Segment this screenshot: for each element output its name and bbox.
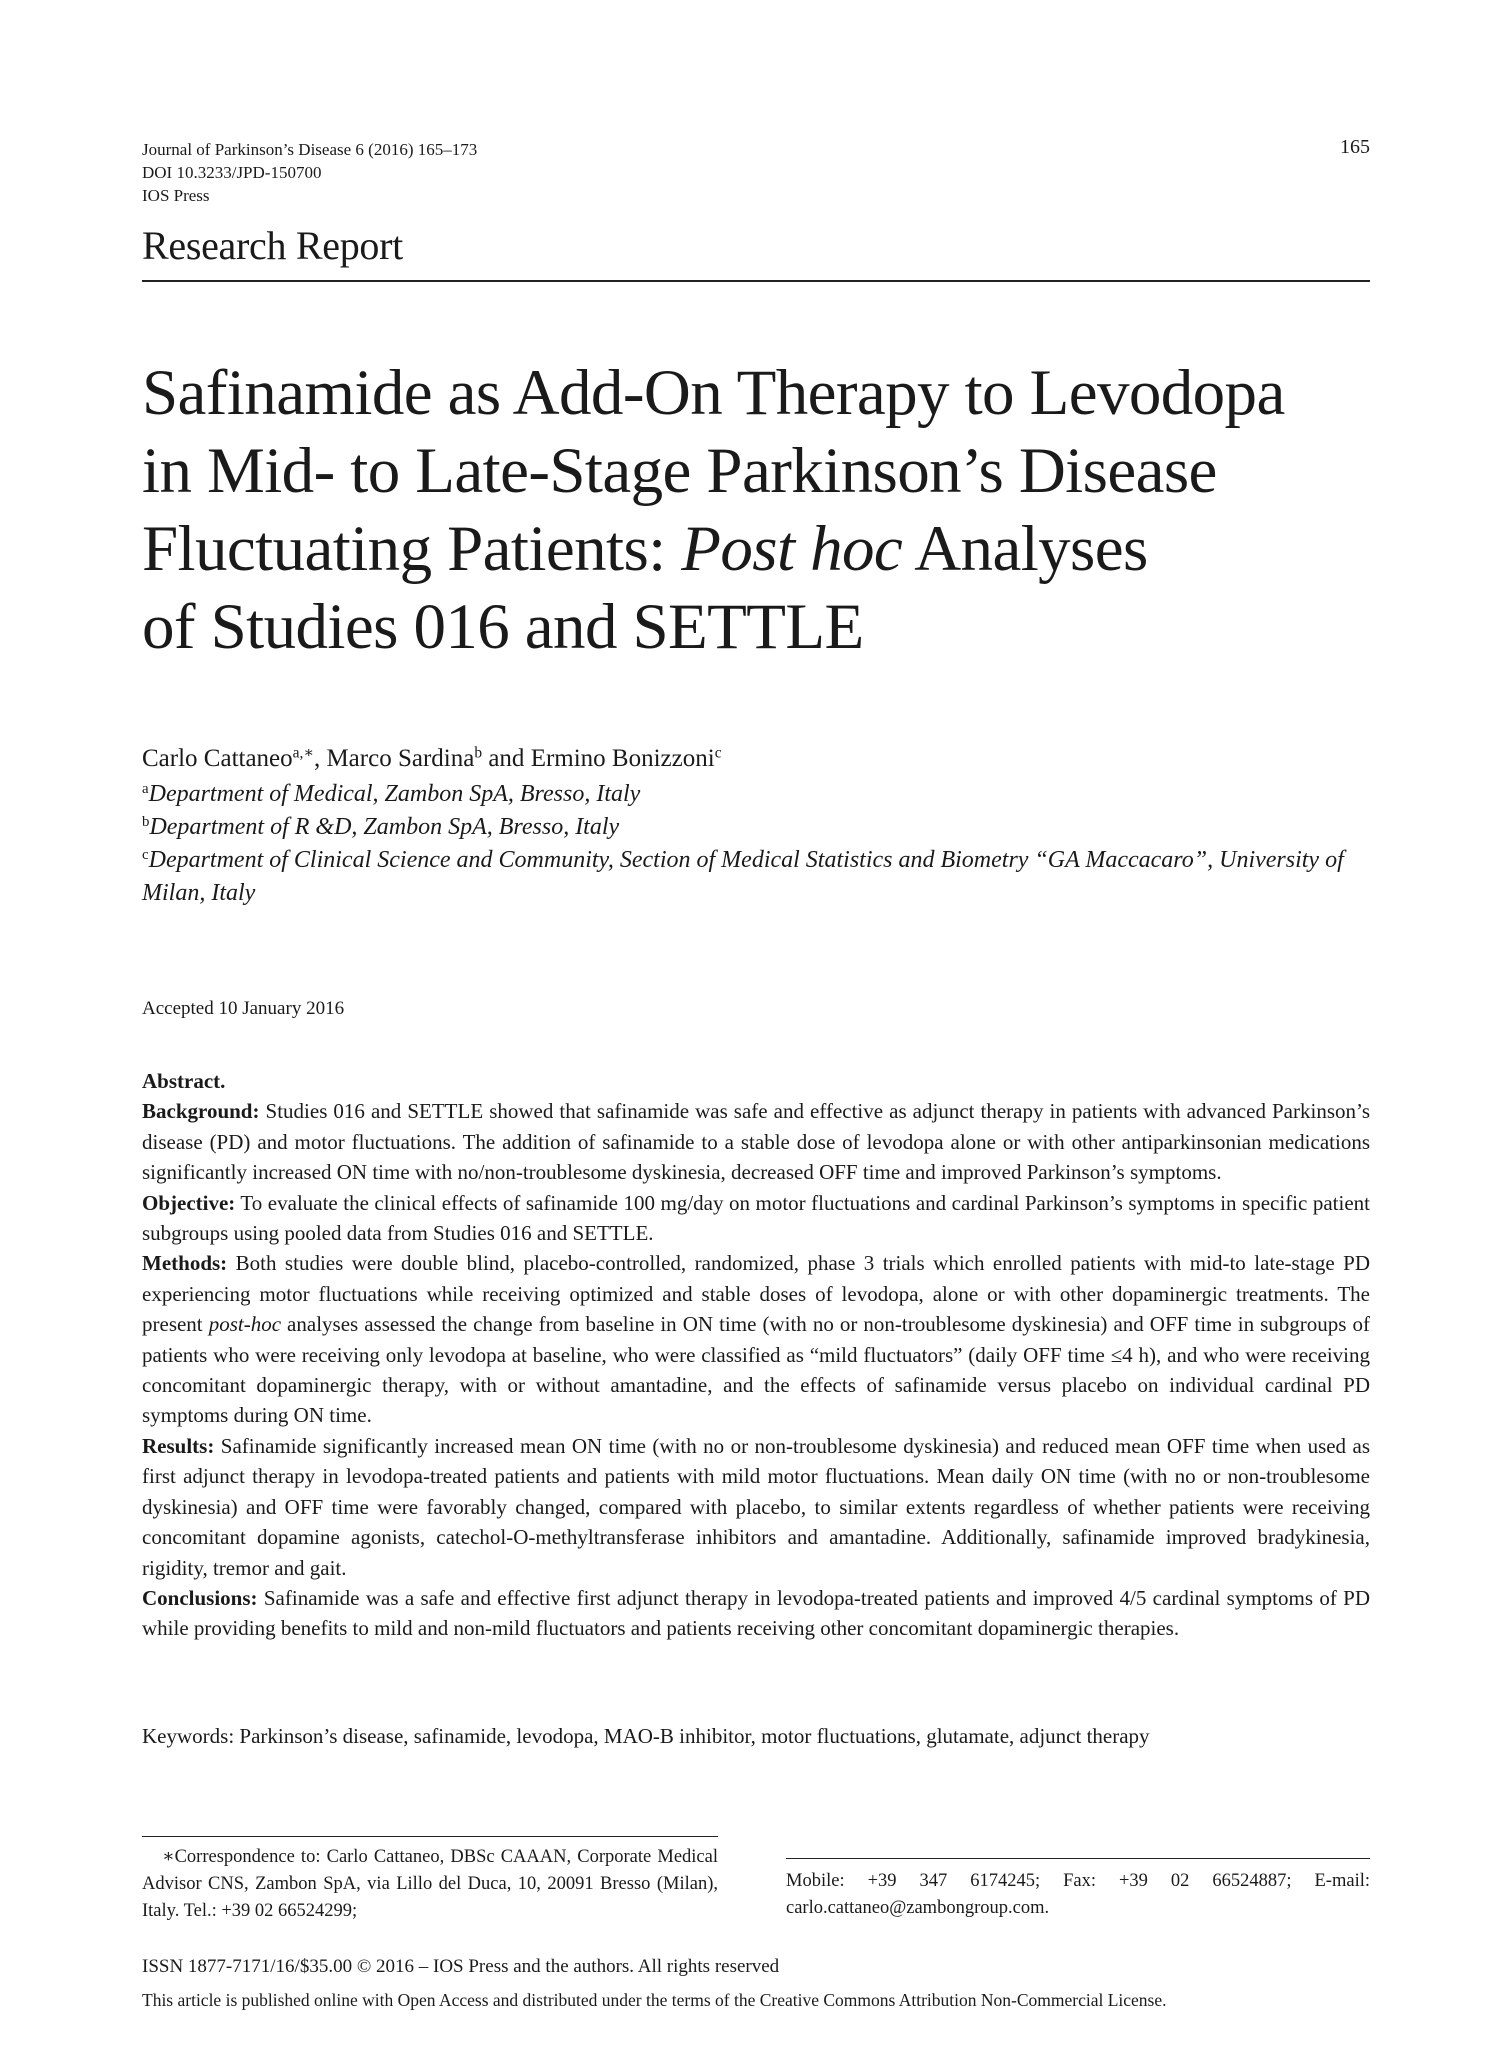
- abstract-background: [142, 1096, 1370, 1187]
- methods-label: Methods:: [142, 1251, 228, 1276]
- title-line-3-end: Analyses: [902, 513, 1148, 585]
- conclusions-text: Safinamide was a safe and effective first adjunct therapy in levodopa-treated patients and improved 4/5 cardinal symptoms of PD while providing benefits to mild and non-mild fluctuators and patients receiving other concomitant dopaminergic therapies.: [142, 1585, 1370, 1641]
- affiliation-text: Department of Medical, Zambon SpA, Bresso, Italy: [148, 781, 641, 807]
- conclusions-label: Conclusions:: [142, 1585, 258, 1610]
- affiliation-item: [142, 811, 1370, 844]
- author-name: Carlo Cattaneo: [142, 745, 293, 772]
- affiliation-item: [142, 844, 1370, 910]
- results-text: Safinamide significantly increased mean ON time (with no or non-troublesome dyskinesia) and reduced mean OFF time when used as first adjunct therapy in levodopa-treated patients and patients with mild motor fluctuations. Mean daily ON time (with no or non-troublesome dyskinesia) and OFF time were favorably changed, compared with placebo, to similar extents regardless of whether patients were receiving concomitant dopamine agonists, catechol-O-methyltransferase inhibitors and amantadine. Additionally, safinamide improved bradykinesia, rigidity, tremor and gait.: [142, 1433, 1370, 1580]
- abstract-heading: Abstract.: [142, 1069, 226, 1093]
- title-line-3-start: Fluctuating Patients:: [142, 513, 682, 585]
- objective-label: Objective:: [142, 1190, 236, 1215]
- journal-citation: Journal of Parkinson’s Disease 6 (2016) 165–173: [142, 140, 478, 159]
- doi[interactable]: DOI 10.3233/JPD-150700: [142, 163, 322, 182]
- author-affiliation-marker: b: [474, 744, 483, 762]
- accepted-date: Accepted 10 January 2016: [142, 998, 345, 1019]
- publisher: IOS Press: [142, 186, 210, 205]
- affiliations: [142, 778, 1370, 910]
- abstract-methods: [142, 1248, 1370, 1430]
- abstract-conclusions: [142, 1583, 1370, 1644]
- article-title: [142, 354, 1382, 666]
- author-separator: ,: [313, 745, 327, 772]
- title-line-3: [142, 510, 1382, 588]
- methods-italic: post-hoc: [208, 1312, 282, 1337]
- correspondence-contact: Mobile: +39 347 6174245; Fax: +39 02 66524887; E-mail: carlo.cattaneo@zambongroup.com.: [786, 1871, 1370, 1918]
- abstract-objective: [142, 1188, 1370, 1249]
- title-line-4: of Studies 016 and SETTLE: [142, 591, 864, 663]
- keywords: Keywords: Parkinson’s disease, safinamide, levodopa, MAO-B inhibitor, motor fluctuations, glutamate, adjunct therapy: [142, 1724, 1150, 1748]
- footnote-divider-left: [142, 1836, 718, 1837]
- issn-copyright: ISSN 1877-7171/16/$35.00 © 2016 – IOS Press and the authors. All rights reserved: [142, 1956, 780, 1977]
- page-number: 165: [1340, 136, 1370, 158]
- footnote-divider-right: [786, 1858, 1370, 1859]
- affiliation-marker: a: [142, 780, 149, 797]
- affiliation-text: Department of Clinical Science and Community, Section of Medical Statistics and Biometry “GA Maccacaro”, University of Milan, Italy: [142, 847, 1344, 906]
- section-label: Research Report: [142, 223, 403, 268]
- license-notice: This article is published online with Open Access and distributed under the terms of the Creative Commons Attribution Non-Commercial License.: [142, 1990, 1167, 2010]
- objective-text: To evaluate the clinical effects of safinamide 100 mg/day on motor fluctuations and cardinal Parkinson’s symptoms in specific patient subgroups using pooled data from Studies 016 and SETTLE.: [142, 1190, 1370, 1246]
- background-text: Studies 016 and SETTLE showed that safinamide was safe and effective as adjunct therapy in patients with advanced Parkinson’s disease (PD) and motor fluctuations. The addition of safinamide to a stable dose of levodopa alone or with other antiparkinsonian medications significantly increased ON time with no/non-troublesome dyskinesia, decreased OFF time and improved Parkinson’s symptoms.: [142, 1099, 1370, 1185]
- affiliation-marker: c: [142, 846, 149, 863]
- abstract-results: [142, 1431, 1370, 1583]
- title-line-1: Safinamide as Add-On Therapy to Levodopa: [142, 357, 1285, 429]
- affiliation-text: Department of R &D, Zambon SpA, Bresso, Italy: [149, 814, 620, 840]
- author-name: Marco Sardina: [326, 745, 475, 772]
- author-name: Ermino Bonizzoni: [530, 745, 715, 772]
- methods-text-continued: analyses assessed the change from baseline in ON time (with no or non-troublesome dyskinesia) and OFF time in subgroups of patients who were receiving only levodopa at baseline, who were classified as “mild fluctuators” (daily OFF time ≤4 h), and who were receiving concomitant dopaminergic therapy, with or without amantadine, and the effects of safinamide versus placebo on individual cardinal PD symptoms during ON time.: [142, 1312, 1370, 1428]
- title-line-2: in Mid- to Late-Stage Parkinson’s Disease: [142, 435, 1217, 507]
- author-separator: and: [482, 745, 531, 772]
- author-affiliation-marker: a,∗: [292, 744, 314, 762]
- abstract: [142, 1066, 1370, 1644]
- results-label: Results:: [142, 1433, 215, 1458]
- background-label: Background:: [142, 1099, 260, 1124]
- author-affiliation-marker: c: [714, 744, 722, 762]
- header-divider: [142, 280, 1370, 282]
- title-italic-post-hoc: Post hoc: [681, 513, 903, 585]
- affiliation-marker: b: [142, 813, 150, 830]
- author-list: [142, 742, 722, 776]
- journal-header: [142, 138, 477, 207]
- affiliation-item: [142, 778, 1370, 811]
- methods-text: Both studies were double blind, placebo-controlled, randomized, phase 3 trials which enrolled patients with mid-to late-stage PD experiencing motor fluctuations while receiving optimized and stable doses of levodopa, alone or with other dopaminergic treatments. The present: [142, 1251, 1370, 1337]
- correspondence-footnote: ∗Correspondence to: Carlo Cattaneo, DBSc CAAAN, Corporate Medical Advisor CNS, Zambon SpA, via Lillo del Duca, 10, 20091 Bresso (Milan), Italy. Tel.: +39 02 66524299;: [142, 1847, 718, 1921]
